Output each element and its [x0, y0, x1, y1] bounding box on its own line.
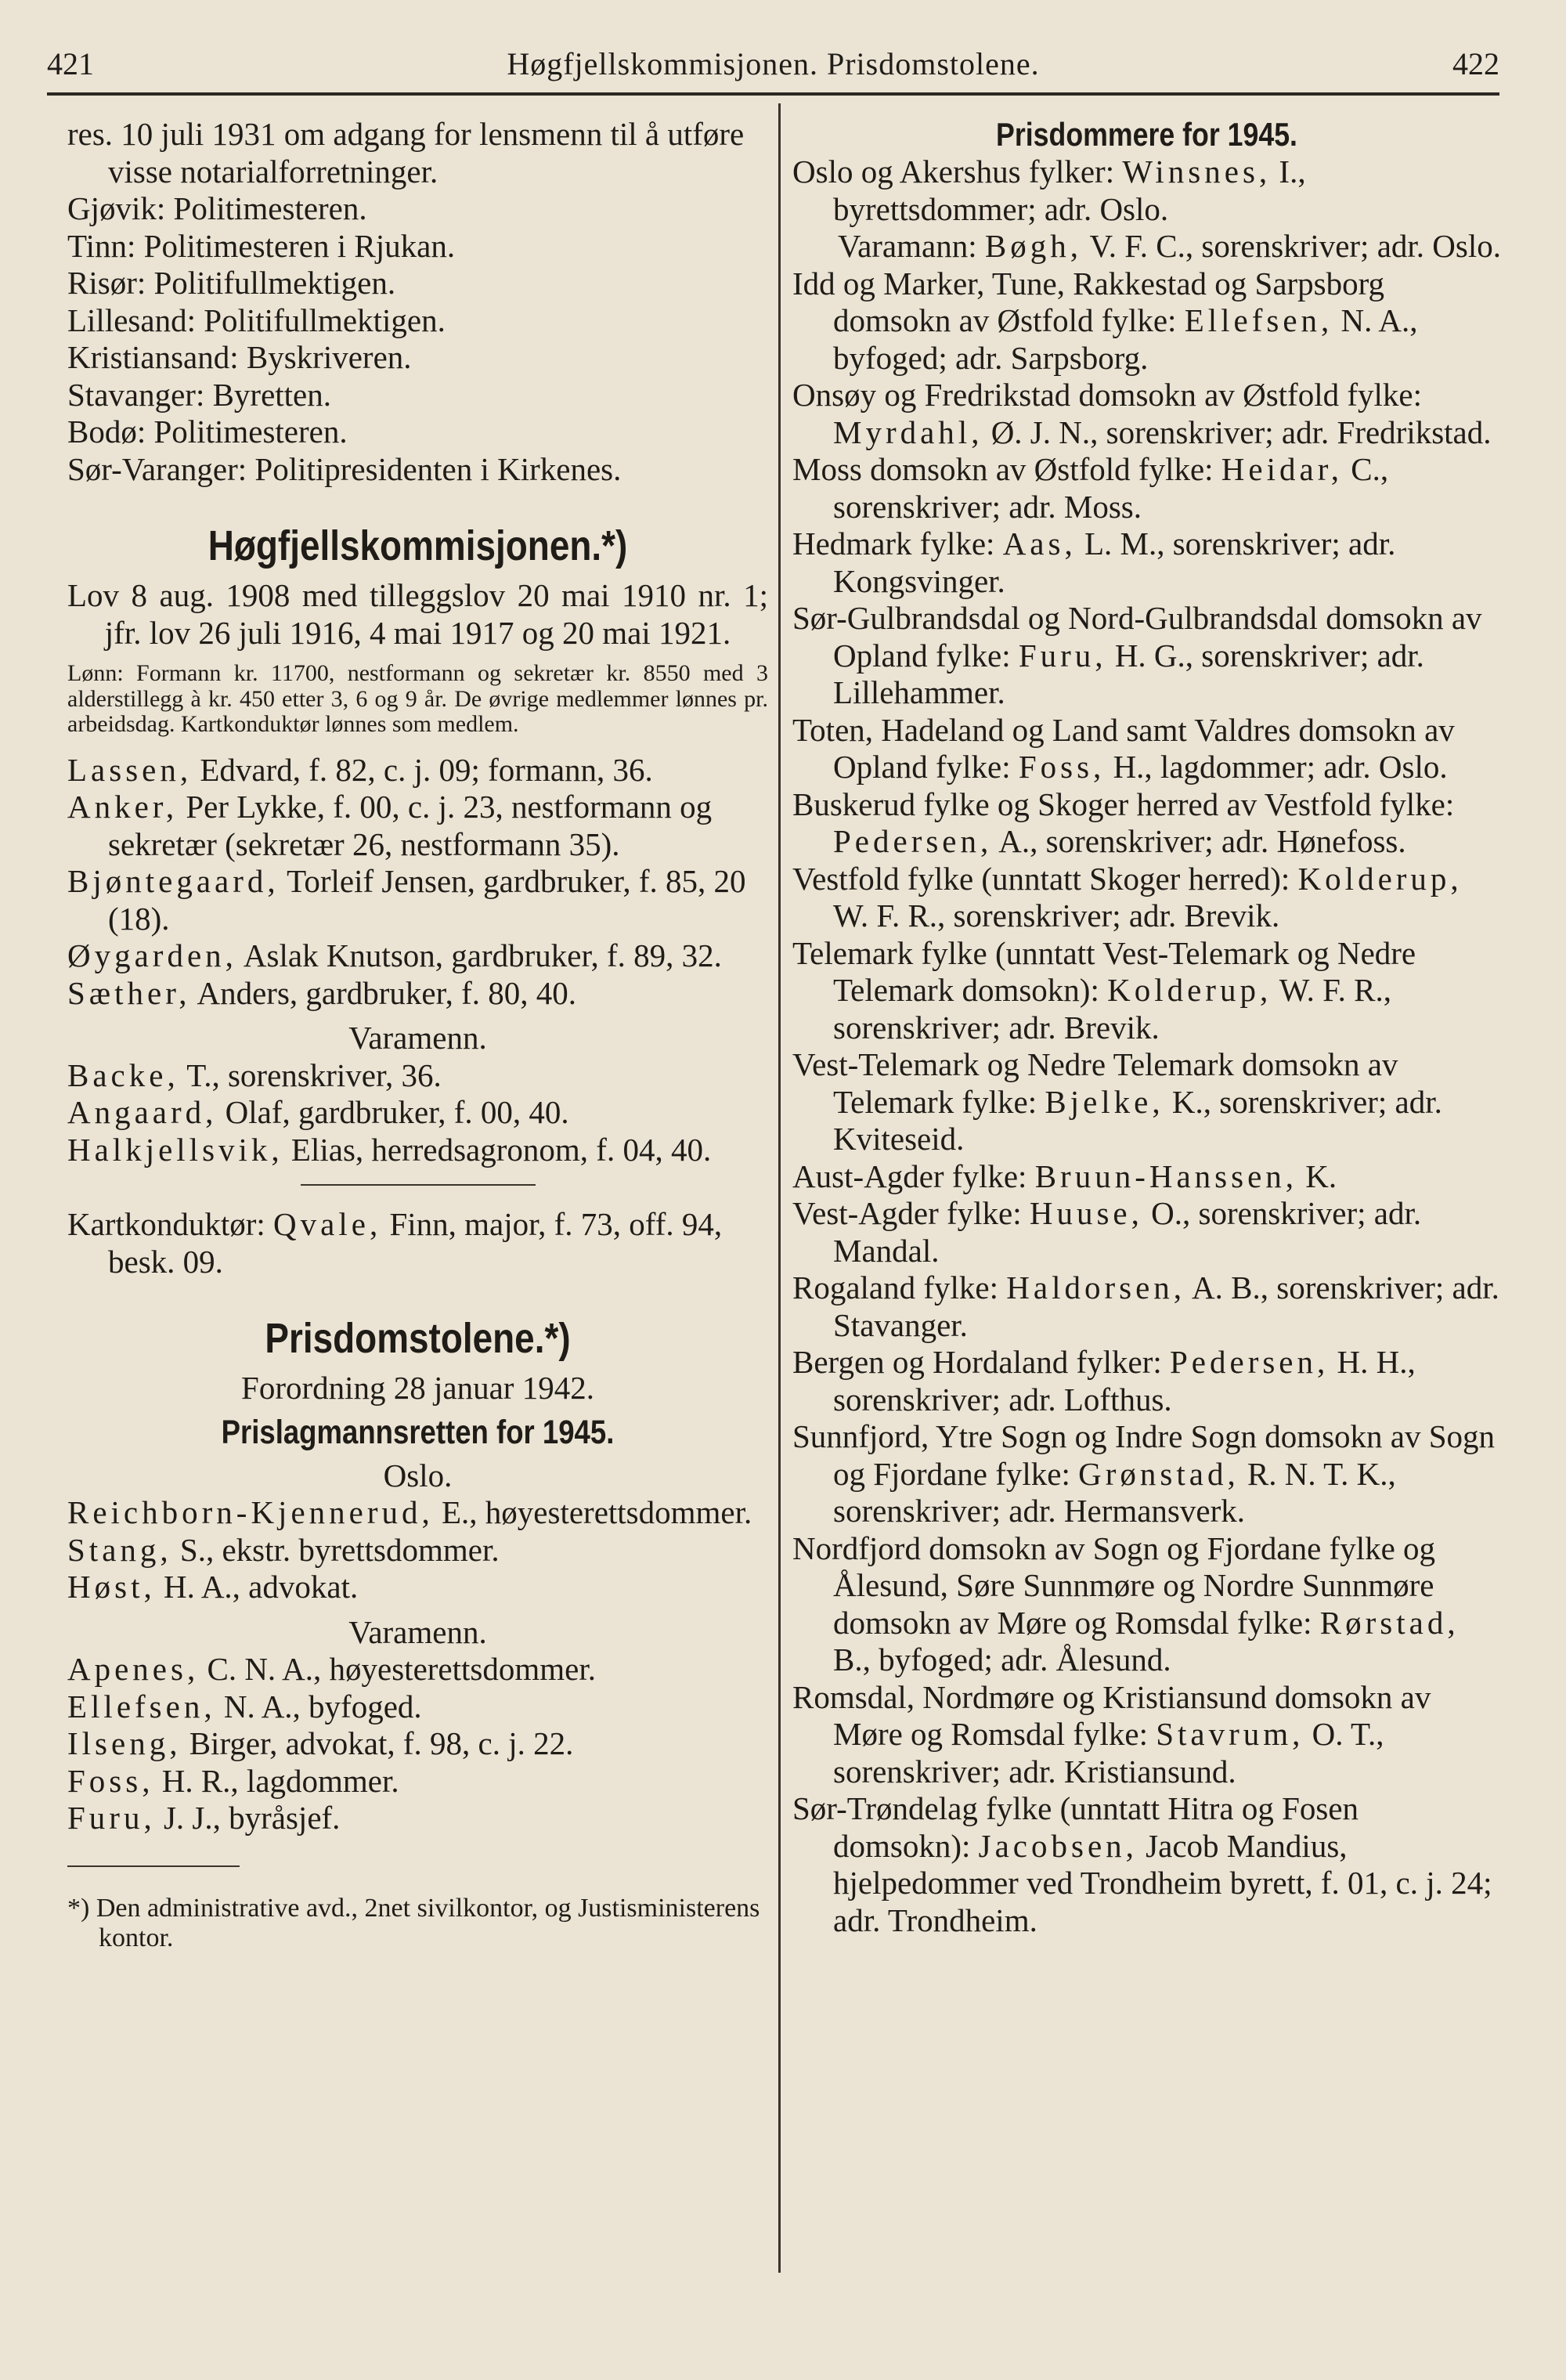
district-label: Vest-Agder fylke: — [792, 1195, 1030, 1231]
judge-name: Pedersen, — [1170, 1344, 1330, 1380]
footnote: *) Den administrative avd., 2net sivilkontor, og Justisministerens kontor. — [67, 1893, 760, 1952]
intro-line: Lillesand: Politifullmektigen. — [67, 302, 446, 338]
judge-details: O. T., sorenskriver; adr. Kristiansund. — [833, 1716, 1384, 1790]
district-label: Onsøy og Fredrikstad domsokn av Østfold fylke: — [792, 377, 1422, 413]
intro-line: Gjøvik: Politimesteren. — [67, 190, 367, 226]
district-label: Idd og Marker, Tune, Rakkestad og Sarpsborg domsokn av Østfold fylke: — [792, 265, 1385, 338]
intro-line: Stavanger: Byretten. — [67, 376, 332, 413]
district-label: Sør-Gulbrandsdal og Nord-Gulbrandsdal domsokn av Opland fylke: — [792, 600, 1482, 674]
district-label: Vestfold fylke (unntatt Skoger herred): — [792, 860, 1298, 897]
footnote-rule — [67, 1865, 240, 1867]
judge-details: O., sorenskriver; adr. Mandal. — [833, 1195, 1422, 1269]
prisdommer-entry — [792, 1195, 1501, 1269]
judge-name: Kolderup, — [1107, 972, 1272, 1008]
prisdommer-entry — [792, 451, 1501, 525]
prisdommer-entry — [792, 786, 1501, 861]
judge-name: Grønstad, — [1078, 1455, 1239, 1492]
alternate-entry: Backe, T., sorenskriver, 36. — [67, 1056, 442, 1093]
member-name: Stang, — [67, 1531, 172, 1568]
district-label: Buskerud fylke og Skoger herred av Vestfold fylke: — [792, 786, 1455, 822]
alternate-entry: Foss, H. R., lagdommer. — [67, 1762, 399, 1799]
prisdommer-entry — [792, 153, 1501, 228]
intro-line: Risør: Politifullmektigen. — [67, 265, 396, 301]
kartkonduktor-entry: Kartkonduktør: Qvale, Finn, major, f. 73, off. 94, besk. 09. — [67, 1206, 723, 1280]
page-number-left: 421 — [47, 46, 94, 81]
judge-name: Stavrum, — [1156, 1716, 1304, 1752]
judge-details: A., sorenskriver; adr. Hønefoss. — [992, 823, 1406, 859]
district-label: Nordfjord domsokn av Sogn og Fjordane fylke og Ålesund, Søre Sunnmøre og Nordre Sunnmøre domsokn av Møre og Romsdal fylke: — [792, 1529, 1436, 1641]
district-label: Bergen og Hordaland fylker: — [792, 1344, 1170, 1380]
judge-name: Huuse, — [1029, 1195, 1143, 1231]
judge-name: Ellefsen, — [1184, 302, 1333, 338]
section-title-hogfjell: Høgfjellskommisjonen.*) — [207, 522, 628, 569]
prisdommer-entry — [792, 1046, 1501, 1158]
member-name: Bjøntegaard, — [67, 863, 280, 899]
district-label: Hedmark fylke: — [792, 525, 1003, 562]
member-name: Ellefsen, — [67, 1688, 216, 1725]
judge-name: Furu, — [1018, 637, 1107, 674]
judge-details: N. A., byfoged; adr. Sarpsborg. — [833, 302, 1418, 376]
intro-line: Tinn: Politimesteren i Rjukan. — [67, 227, 456, 264]
judge-details: H. G., sorenskriver; adr. Lillehammer. — [833, 637, 1424, 710]
prisdommer-entry — [792, 1269, 1501, 1344]
prisdommer-entry — [792, 1790, 1501, 1939]
prisdommer-entry — [792, 525, 1501, 600]
member-entry: Bjøntegaard, Torleif Jensen, gardbruker, f. 85, 20 (18). — [67, 863, 746, 937]
alternate-entry: Ellefsen, N. A., byfoged. — [67, 1688, 422, 1725]
member-name: Apenes, — [67, 1651, 200, 1687]
judge-details: A. B., sorenskriver; adr. Stavanger. — [833, 1269, 1499, 1343]
member-entry: Lassen, Edvard, f. 82, c. j. 09; formann, 36. — [67, 751, 653, 788]
alternate-entry: Ilseng, Birger, advokat, f. 98, c. j. 22. — [67, 1725, 574, 1761]
judge-details: W. F. R., sorenskriver; adr. Brevik. — [833, 972, 1392, 1046]
judge-details: Jacob Mandius, hjelpedommer ved Trondheim byrett, f. 01, c. j. 24; adr. Trondheim. — [833, 1827, 1492, 1938]
member-name: Angaard, — [67, 1094, 218, 1130]
judge-details: I., byrettsdommer; adr. Oslo. — [833, 153, 1306, 227]
prisdommer-entry — [792, 861, 1501, 935]
prisdommer-entry — [792, 1418, 1501, 1530]
judge-name: Aas, — [1002, 525, 1077, 562]
judge-name: Bøgh, — [984, 228, 1082, 264]
member-name: Øygarden, — [67, 937, 237, 973]
district-label: Moss domsokn av Østfold fylke: — [792, 451, 1221, 487]
member-name: Sæther, — [67, 974, 191, 1011]
member-name: Reichborn-Kjennerud, — [67, 1494, 434, 1530]
decree-line: Forordning 28 januar 1942. — [241, 1370, 594, 1406]
intro-line: Sør-Varanger: Politipresidenten i Kirkenes. — [67, 450, 622, 487]
member-name: Backe, — [67, 1056, 179, 1093]
district-label: Aust-Agder fylke: — [792, 1157, 1035, 1194]
page-number-right: 422 — [1452, 46, 1499, 81]
alternate-entry: Angaard, Olaf, gardbruker, f. 00, 40. — [67, 1094, 569, 1130]
intro-line: Bodø: Politimesteren. — [67, 414, 348, 450]
judge-details: K., sorenskriver; adr. Kviteseid. — [833, 1083, 1442, 1157]
judge-details: H., lagdommer; adr. Oslo. — [1105, 749, 1448, 785]
prisdommere-list — [792, 153, 1501, 1939]
judge-name: Myrdahl, — [833, 414, 983, 450]
alternate-entry: Apenes, C. N. A., høyesterettsdommer. — [67, 1651, 596, 1687]
member-entry: Anker, Per Lykke, f. 00, c. j. 23, nestformann og sekretær (sekretær 26, nestformann 35). — [67, 789, 713, 862]
member-name: Halkjellsvik, — [67, 1131, 283, 1168]
judge-details: H. H., sorenskriver; adr. Lofthus. — [833, 1344, 1416, 1418]
judge-name: Bruun-Hanssen, — [1034, 1157, 1298, 1194]
member-entry: Stang, S., ekstr. byrettsdommer. — [67, 1531, 500, 1568]
judge-name: Bjelke, — [1045, 1083, 1164, 1120]
prisdommer-entry — [792, 712, 1501, 786]
member-entry: Sæther, Anders, gardbruker, f. 80, 40. — [67, 974, 577, 1011]
member-entry: Øygarden, Aslak Knutson, gardbruker, f. 89, 32. — [67, 937, 722, 973]
alternate-entry: Furu, J. J., byråsjef. — [67, 1800, 341, 1836]
district-label: Varamann: — [838, 228, 985, 264]
intro-line: Kristiansand: Byskriveren. — [67, 339, 412, 375]
prisdommer-entry — [792, 935, 1501, 1047]
alternate-entry: Halkjellsvik, Elias, herredsagronom, f. 04, 40. — [67, 1131, 712, 1168]
header-rule — [47, 92, 1499, 96]
varamenn-label: Varamenn. — [348, 1020, 487, 1056]
city-label: Oslo. — [383, 1457, 453, 1493]
column-divider — [778, 103, 781, 2273]
member-name: Høst, — [67, 1569, 156, 1605]
district-label: Toten, Hadeland og Land samt Valdres domsokn av Opland fylke: — [792, 711, 1455, 785]
district-label: Vest-Telemark og Nedre Telemark domsokn av Telemark fylke: — [792, 1046, 1398, 1120]
member-name: Furu, — [67, 1800, 156, 1836]
judge-details: Ø. J. N., sorenskriver; adr. Fredrikstad. — [983, 414, 1492, 450]
judge-details: C., sorenskriver; adr. Moss. — [833, 451, 1389, 525]
district-label: Romsdal, Nordmøre og Kristiansund domsokn av Møre og Romsdal fylke: — [792, 1678, 1431, 1752]
section-title-prisdommere: Prisdommere for 1945. — [996, 116, 1297, 153]
prisdommer-entry — [792, 1679, 1501, 1791]
judge-name: Heidar, — [1221, 451, 1343, 487]
member-name: Lassen, — [67, 751, 193, 788]
running-title: Høgfjellskommisjonen. Prisdomstolene. — [507, 46, 1040, 81]
member-entry: Høst, H. A., advokat. — [67, 1569, 359, 1605]
prisdommer-entry — [792, 377, 1501, 451]
judge-name: Winsnes, — [1122, 153, 1272, 190]
subsection-title-prislagmannsretten: Prislagmannsretten for 1945. — [221, 1413, 615, 1451]
judge-name: Rørstad, — [1319, 1604, 1460, 1641]
prisdommer-entry — [792, 1530, 1501, 1679]
district-label: Sør-Trøndelag fylke (unntatt Hitra og Fosen domsokn): — [792, 1790, 1359, 1864]
varamenn-label: Varamenn. — [348, 1613, 487, 1650]
page-header — [47, 41, 1499, 88]
member-name: Qvale, — [273, 1206, 382, 1242]
intro-line: res. 10 juli 1931 om adgang for lensmenn til å utføre visse notarialforretninger. — [67, 116, 745, 190]
judge-details: K. — [1297, 1157, 1337, 1194]
prisdommer-entry — [792, 228, 1501, 265]
judge-name: Kolderup, — [1297, 860, 1463, 897]
judge-name: Jacobsen, — [978, 1827, 1138, 1864]
prisdommer-entry — [792, 1344, 1501, 1418]
prisdommer-entry — [792, 600, 1501, 712]
member-name: Anker, — [67, 789, 179, 825]
judge-name: Foss, — [1018, 749, 1106, 785]
law-reference: Lov 8 aug. 1908 med tilleggslov 20 mai 1910 nr. 1; jfr. lov 26 juli 1916, 4 mai 1917 og 20 mai 1921. — [67, 577, 768, 651]
salary-note: Lønn: Formann kr. 11700, nestformann og sekretær kr. 8550 med 3 alderstillegg à kr. 450 etter 3, 6 og 9 år. De øvrige medlemmer lønnes pr. arbeidsdag. Kartkonduktør lønnes som medlem. — [67, 660, 768, 737]
district-label: Oslo og Akershus fylker: — [792, 153, 1123, 190]
judge-details: B., byfoged; adr. Ålesund. — [833, 1641, 1171, 1678]
judge-details: V. F. C., sorenskriver; adr. Oslo. — [1081, 228, 1501, 264]
district-label: Rogaland fylke: — [792, 1269, 1007, 1306]
member-name: Ilseng, — [67, 1725, 182, 1761]
judge-name: Pedersen, — [833, 823, 993, 859]
judge-name: Haldorsen, — [1006, 1269, 1186, 1306]
prisdommer-entry — [792, 265, 1501, 377]
right-column — [792, 116, 1501, 1939]
judge-details: R. N. T. K., sorenskriver; adr. Hermansverk. — [833, 1455, 1396, 1529]
section-title-prisdomstolene: Prisdomstolene.*) — [265, 1315, 571, 1362]
member-name: Foss, — [67, 1762, 154, 1799]
district-label: Sunnfjord, Ytre Sogn og Indre Sogn domsokn av Sogn og Fjordane fylke: — [792, 1418, 1496, 1492]
member-entry: Reichborn-Kjennerud, E., høyesterettsdommer. — [67, 1494, 752, 1530]
district-label: Telemark fylke (unntatt Vest-Telemark og Nedre Telemark domsokn): — [792, 934, 1416, 1008]
judge-details: L. M., sorenskriver; adr. Kongsvinger. — [833, 525, 1396, 599]
judge-details: W. F. R., sorenskriver; adr. Brevik. — [833, 897, 1280, 934]
section-rule — [301, 1184, 536, 1186]
prisdommer-entry — [792, 1158, 1501, 1196]
left-column — [67, 116, 768, 1980]
